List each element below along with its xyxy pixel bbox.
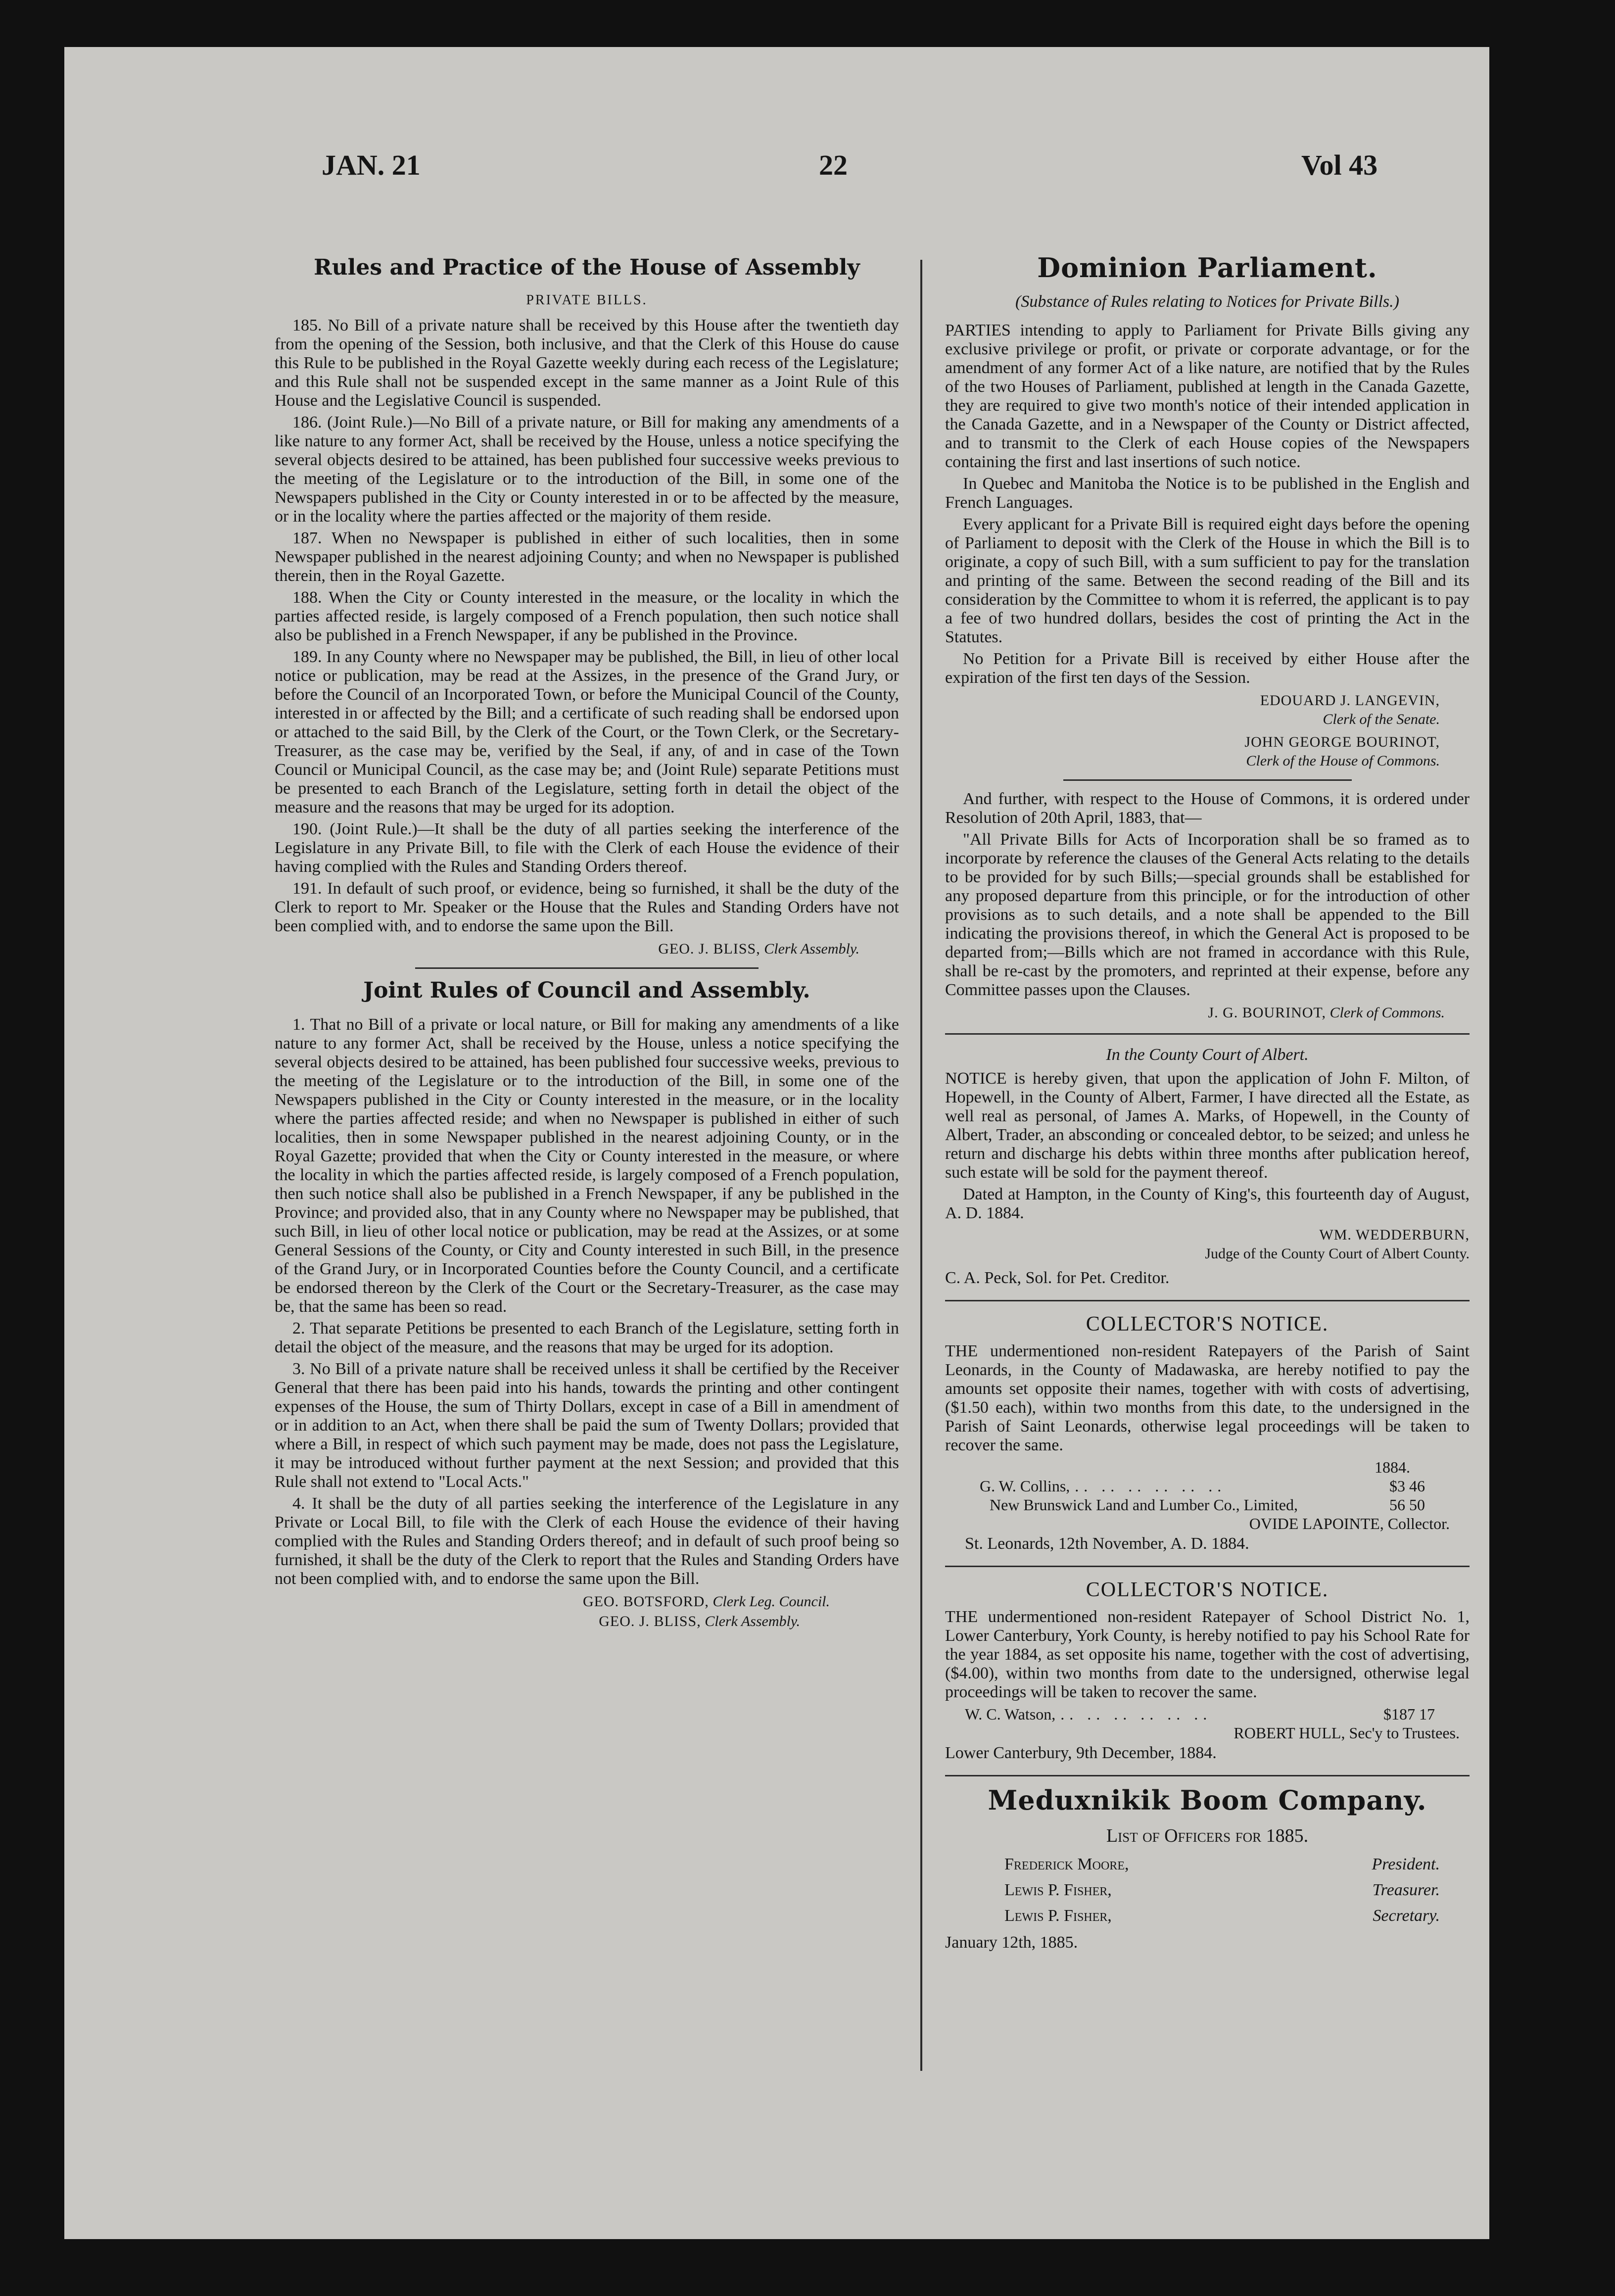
header-volume: Vol 43 xyxy=(1301,149,1378,181)
dominion-paragraph: PARTIES intending to apply to Parliament for Private Bills giving any exclusive privilege or profit, or private or corporate advantage, or for the amendment of any former Act of a like nature, are notified that by the Rules of the two Houses of Parliament, published at length in the Canada Gazette, they are required to give two month's notice of their intended application in the Canada Gazette, and in a Newspaper of the County or District affected, and to transmit to the Clerk of each House copies of the Newspapers containing the first and last insertions of such notice. xyxy=(945,321,1470,471)
rules-title: Rules and Practice of the House of Assembly xyxy=(314,255,860,280)
joint-rule-2: 2. That separate Petitions be presented to each Branch of the Legislature, setting forth in detail the object of the measure, and the reasons that may be urged for its adoption. xyxy=(275,1319,899,1356)
court-sig-name: WM. WEDDERBURN, xyxy=(1319,1227,1470,1243)
collector-notice-2-title: COLLECTOR'S NOTICE. xyxy=(1086,1578,1329,1601)
collector-notice-1-signature: OVIDE LAPOINTE, Collector. xyxy=(1249,1515,1450,1532)
header-date: JAN. 21 xyxy=(322,149,421,181)
dominion-paragraph: In Quebec and Manitoba the Notice is to be published in the English and French Languages. xyxy=(945,475,1470,512)
officer-name: Lewis P. Fisher, xyxy=(1004,1907,1112,1925)
rule-189: 189. In any County where no Newspaper may be published, the Bill, in lieu of other local notice or publication, may be read at the Assizes, in the presence of the Grand Jury, or before the Council of an Incorporated Town, or before the Municipal Council of the County, interested in or affected by the Bill; and a certificate of such reading shall be endorsed upon or attached to the said Bill, by the Clerk of the Court, or the Town Clerk, or the Secretary-Treasurer, as the case may be, verified by the Seal, if any, of and in case of the Town Council or Municipal Council, as the case may be; and (Joint Rule) separate Petitions must be presented to each Branch of the Legislature, setting forth in detail the object of the measure and the reasons that may be urged for its adoption. xyxy=(275,648,899,816)
collector-notice-2-date: Lower Canterbury, 9th December, 1884. xyxy=(945,1744,1217,1762)
court-sig-title: Judge of the County Court of Albert County. xyxy=(1205,1245,1470,1262)
collector-notice-2-row xyxy=(945,1705,1470,1723)
section-rule xyxy=(945,1775,1470,1776)
section-rule xyxy=(945,1300,1470,1301)
officer-row xyxy=(945,1852,1470,1877)
officer-role: Secretary. xyxy=(1373,1907,1440,1925)
section-rule xyxy=(415,967,759,969)
rule-186: 186. (Joint Rule.)—No Bill of a private nature, or Bill for making any amendments of a like nature to any former Act, shall be received by the House, unless a notice specifying the several objects desired to be attained, has been published four successive weeks previous to the meeting of the Legislature or to the introduction of the Bill, in some one of the Newspapers published in the City or County interested in or to be affected by the measure, or in the locality where the parties affected or the majority of them reside. xyxy=(275,413,899,526)
boom-list-head: List of Officers for 1885. xyxy=(1106,1825,1309,1846)
rules-sig-name: GEO. J. BLISS, xyxy=(658,941,760,957)
rule-187: 187. When no Newspaper is published in either of such localities, then in some Newspaper published in the nearest adjoining County; and when no Newspaper is published therein, then in the Royal Gazette. xyxy=(275,529,899,585)
dominion-signature-2 xyxy=(945,733,1470,770)
leader-dots xyxy=(1298,1495,1389,1514)
collector-notice-2-text: THE undermentioned non-resident Ratepayer of School District No. 1, Lower Canterbury, York County, is hereby notified to pay his School Rate for the year 1884, as set opposite his name, together with the cost of advertising, ($4.00), within two months from date to the undersigned, otherwise legal proceedings will be taken to recover the same. xyxy=(945,1608,1470,1701)
rules-signature xyxy=(275,940,899,958)
court-signature xyxy=(945,1226,1470,1263)
collector-notice-1-row xyxy=(945,1495,1470,1514)
dominion-paragraph: Every applicant for a Private Bill is required eight days before the opening of Parliament to deposit with the Clerk of the House in which the Bill is to originate, a copy of such Bill, with a sum sufficient to pay for the translation and printing of the same. Between the second reading of the Bill and its consideration by the Committee to whom it is referred, the applicant is to pay a fee of two hundred dollars, besides the cost of printing the Act in the Statutes. xyxy=(945,515,1470,646)
right-column xyxy=(945,252,1470,1954)
collector-notice-1-row xyxy=(945,1477,1470,1495)
collector-notice-1-date: St. Leonards, 12th November, A. D. 1884. xyxy=(965,1534,1249,1553)
joint-sig1-name: GEO. BOTSFORD, xyxy=(582,1593,709,1610)
officer-role: President. xyxy=(1372,1855,1440,1873)
dominion-title: Dominion Parliament. xyxy=(1037,252,1378,284)
collector-notice-1-year: 1884. xyxy=(1375,1458,1410,1476)
court-title: In the County Court of Albert. xyxy=(1106,1046,1309,1064)
dom-sig1-title: Clerk of the Senate. xyxy=(1323,711,1440,727)
dom-sig2-name: JOHN GEORGE BOURINOT, xyxy=(1244,734,1440,750)
dominion-signature-1 xyxy=(945,691,1470,729)
collector-notice-1-text: THE undermentioned non-resident Ratepayers of the Parish of Saint Leonards, in the County of Madawaska, are hereby notified to pay the amounts set opposite their names, together with with costs of advertising, ($1.50 each), within two months from this date, to the undersigned in the Parish of Saint Leonards, otherwise legal proceedings will be taken to recover the same. xyxy=(945,1342,1470,1454)
officer-role: Treasurer. xyxy=(1372,1881,1440,1899)
dominion-subtitle: (Substance of Rules relating to Notices for Private Bills.) xyxy=(1015,292,1399,311)
leader-dots: .. .. .. .. .. .. xyxy=(1075,1477,1227,1495)
joint-sig2-title: Clerk Assembly. xyxy=(705,1613,800,1629)
newspaper-page xyxy=(64,47,1489,2239)
officer-name: Frederick Moore, xyxy=(1004,1855,1129,1873)
joint-sig1-title: Clerk Leg. Council. xyxy=(712,1593,830,1610)
rules-sig-title: Clerk Assembly. xyxy=(764,941,859,957)
collector-notice-1-title: COLLECTOR'S NOTICE. xyxy=(1086,1313,1329,1336)
joint-rule-3: 3. No Bill of a private nature shall be received unless it shall be certified by the Receiver General that there has been paid into his hands, towards the printing and other contingent expenses of the House, the sum of Thirty Dollars, except in case of a Bill in amendment of or in addition to an Act, when there shall be paid the sum of Twenty Dollars; provided that where a Bill, in respect of which such payment may be made, does not pass the Legislature, it may be introduced without further payment at the next Session; and provided that this Rule shall not extend to "Local Acts." xyxy=(275,1360,899,1491)
officer-name: Lewis P. Fisher, xyxy=(1004,1881,1112,1899)
further-sig-name: J. G. BOURINOT, xyxy=(1208,1004,1326,1021)
section-rule xyxy=(1063,779,1352,781)
officers-list xyxy=(945,1852,1470,1929)
dominion-paragraph: No Petition for a Private Bill is received by either House after the expiration of the first ten days of the Session. xyxy=(945,650,1470,687)
joint-rules-title: Joint Rules of Council and Assembly. xyxy=(363,978,810,1003)
rule-185: 185. No Bill of a private nature shall be received by this House after the twentieth day from the opening of the Session, both inclusive, and that the Clerk of this House do cause this Rule to be published in the Royal Gazette weekly during each recess of the Legislature; and this Rule shall not be suspended except in the same manner as a Joint Rule of this House and the Legislative Council is suspended. xyxy=(275,316,899,410)
section-rule xyxy=(945,1033,1470,1035)
ratepayer-amount: $187 17 xyxy=(1383,1705,1435,1723)
officer-row xyxy=(945,1903,1470,1929)
rule-188: 188. When the City or County interested in the measure, or the locality in which the parties affected reside, is largely composed of a French population, then such notice shall also be published in a French Newspaper, if any be published in the Province. xyxy=(275,588,899,644)
ratepayer-name: New Brunswick Land and Lumber Co., Limited, xyxy=(990,1496,1298,1514)
left-column xyxy=(275,255,899,1635)
court-solicitor: C. A. Peck, Sol. for Pet. Creditor. xyxy=(945,1269,1170,1287)
further-paragraph: "All Private Bills for Acts of Incorporation shall be so framed as to incorporate by reference the clauses of the General Acts relating to the details to be provided for by such Bills;—special grounds shall be established for any proposed departure from this principle, or for the introduction of other provisions as to such details, and a note shall be appended to the Bill indicating the provisions thereof, in which the General Act is proposed to be departed from;—Bills which are not framed in accordance with this Rule, shall be re-cast by the promoters, and reprinted at their expense, before any Committee passes upon the Clauses. xyxy=(945,830,1470,999)
further-signature xyxy=(945,1004,1470,1022)
ratepayer-name: G. W. Collins, xyxy=(980,1477,1070,1495)
ratepayer-amount: $3 46 xyxy=(1389,1477,1425,1495)
collector-notice-2-signature: ROBERT HULL, Sec'y to Trustees. xyxy=(1234,1724,1460,1742)
dom-sig1-name: EDOUARD J. LANGEVIN, xyxy=(1260,692,1440,709)
boom-date: January 12th, 1885. xyxy=(945,1933,1078,1952)
header-page-number: 22 xyxy=(819,149,848,181)
joint-rule-1: 1. That no Bill of a private or local nature, or Bill for making any amendments of a like nature to any former Act, shall be received by the House, unless a notice specifying the several objects desired to be attained, has been published four successive weeks, previous to the meeting of the Legislature or to the introduction of the Bill, in some one of the Newspapers published in the City or County interested in the measure, or in the locality where the parties affected reside; and when no Newspaper is published in either of such localities, then in some Newspaper published in the nearest adjoining County, or in the Royal Gazette; provided that when the City or County interested in the measure, or where the locality in which the parties affected reside, is largely composed of a French population, then such notice shall also be published in a French Newspaper, if any be published in the Province; and provided also, that in any County where no Newspaper may be published, that such Bill, in lieu of other local notice or publication, may be read at the Assizes, or at some General Sessions of the County, or City and County interested in such Bill, in the presence of the Grand Jury, or in Incorporated Counties before the County Council, and a certificate be endorsed thereon by the Clerk of the Court or the Secretary-Treasurer, as the case may be, that the same has been so read. xyxy=(275,1015,899,1316)
boom-company-title: Meduxnikik Boom Company. xyxy=(988,1784,1427,1816)
rule-190: 190. (Joint Rule.)—It shall be the duty of all parties seeking the interference of the Legislature in any Private Bill, to file with the Clerk of each House the evidence of their having complied with the Rules and Standing Orders thereof. xyxy=(275,820,899,876)
joint-sig2-name: GEO. J. BLISS, xyxy=(599,1613,701,1629)
section-rule xyxy=(945,1566,1470,1567)
ratepayer-amount: 56 50 xyxy=(1389,1496,1425,1514)
leader-dots: .. .. .. .. .. .. xyxy=(1060,1705,1212,1723)
joint-signature-2 xyxy=(275,1612,899,1631)
column-divider xyxy=(920,260,922,2071)
court-paragraph: Dated at Hampton, in the County of King's, this fourteenth day of August, A. D. 1884. xyxy=(945,1185,1470,1222)
court-paragraph: NOTICE is hereby given, that upon the application of John F. Milton, of Hopewell, in the County of Albert, Farmer, I have directed all the Estate, as well real as personal, of James A. Marks, of Hopewell, in the County of Albert, Trader, an absconding or concealed debtor, to be seized; and unless he return and discharge his debts within three months after publication hereof, such estate will be sold for the payment thereof. xyxy=(945,1069,1470,1182)
further-sig-title: Clerk of Commons. xyxy=(1330,1004,1445,1021)
private-bills-head: PRIVATE BILLS. xyxy=(526,292,648,308)
ratepayer-name: W. C. Watson, xyxy=(965,1705,1056,1723)
officer-row xyxy=(945,1877,1470,1903)
further-paragraph: And further, with respect to the House of Commons, it is ordered under Resolution of 20th April, 1883, that— xyxy=(945,790,1470,827)
joint-rule-4: 4. It shall be the duty of all parties seeking the interference of the Legislature in any Private or Local Bill, to file with the Clerk of each House the evidence of their having complied with the Rules and Standing Orders thereof; and in default of such proof being so furnished, it shall be the duty of the Clerk to report that the Rules and Standing Orders have not been complied with, and to endorse the same upon the Bill. xyxy=(275,1494,899,1588)
joint-signature-1 xyxy=(275,1592,899,1611)
rule-191: 191. In default of such proof, or evidence, being so furnished, it shall be the duty of the Clerk to report to Mr. Speaker or the House that the Rules and Standing Orders have not been complied with, and to endorse the same upon the Bill. xyxy=(275,879,899,935)
dom-sig2-title: Clerk of the House of Commons. xyxy=(1246,753,1440,769)
